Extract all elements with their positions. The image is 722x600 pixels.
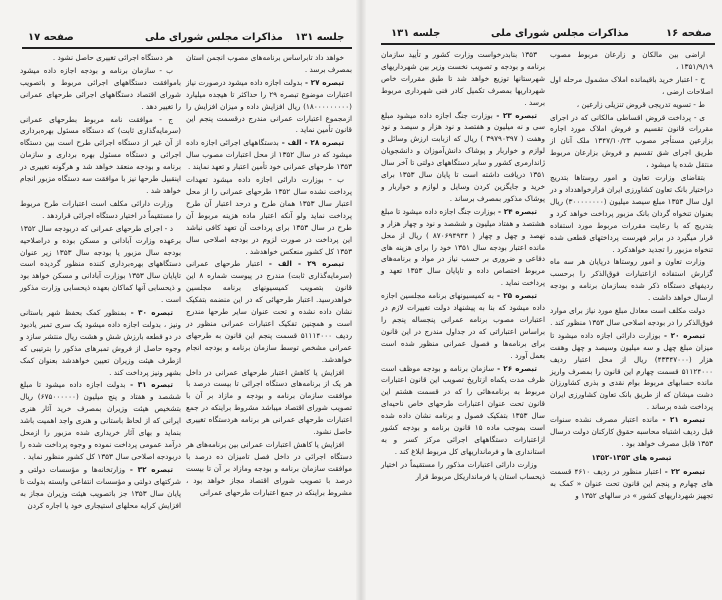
paragraph-text: د - اجرای طرحهای عمرانی که دربودجه سال ۱۳۵۲ برعهده وزارت آبادانی و مسکن بوده و دراصلاحیه بودجه سال مزبور یا بودجه سال ۱۳۵۳ زیر عنوان دستگاههای بهره‌برداری کننده منظور گردیده است تاپایان سال ۱۳۵۳ بوزارت آبادانی و مسکن خواهد بود و ذیحسابی آنها کماکان بعهده ذیحسابی وزارت مذکور است . [20,223,182,305]
header-rule [22,47,352,49]
header-rule [381,43,715,45]
paragraph [550,172,713,255]
right-page [361,0,722,600]
note-heading: تبصره ۲۴ - [495,206,538,216]
paragraph-text: دولت مکلف است معادل مبلغ مورد نیاز برای موارد فوق‌الذکر را در بودجه اصلاحی سال ۱۳۵۳ منظور کند . [550,306,713,327]
note-paragraph [550,414,713,450]
paragraph [186,174,352,257]
paragraph-text: خواهد داد تابراساس برنامه‌های مصوب انجمن استان بمصرف برسد . [186,53,352,74]
paragraph [550,99,713,111]
paragraph-text: بدولت اجازه داده میشود تا مبلغ ششصد و هفتاد و پنج میلیون (۶۷۵۰۰۰۰۰۰) ریال بتشخیص هیئت وزیران بمصرف خرید آثار هنری ایرانی که از لحاظ باستانی و هنری واجد اهمیت باشد بنماید و بهای آثار خریداری شده مزبور را ازمحل درآمد عمومی پرداخت نموده و وجوه پرداخت شده را دربودجه اصلاحی سال ۱۳۵۳ کل کشور منظور نماید . [20,380,181,461]
paragraph [20,65,181,113]
note-heading: تبصره ۳۲ - [125,464,173,474]
paragraph-text: وزارت دارائی مکلف است اعتبارات طرح مربوط را مستقیماً در اختیار دستگاه اجرائی قراردهد . [20,198,181,220]
paragraph [550,256,713,304]
paragraph-text: سازمان برنامه و بودجه موظف است ظرف مدت یکماه ازتاریخ تصویب این قانون اعتبارات مربوط به برنامه‌هائی را که در قسمت هشتم این قانون تحت عنوان اعتبارات طرحهای خاص ناحیه‌ای سال ۱۳۵۳ بتفکیک فصول و برنامه نشان داده شده است بموجب ماده ۱۵ قانون برنامه و بودجه کشور ازاعتبارات دستگاههای اجرائی مرکز کسر و به استانداری ها و فرمانداریهای کل مربوط ابلاغ کند . [381,363,546,456]
paragraph [550,305,713,329]
session-number: جلسه ۱۳۱ [295,32,345,43]
paragraph [20,114,181,197]
page-number: صفحه ۱۷ [28,32,74,43]
paragraph-text: ی - پرداخت قروض اقساطی مالکانی که در اجرای مقررات قانون تقسیم و فروش املاک مورد اجاره بزارعین مستأجر مصوب ۱۳۴۷/۱۰/۲۳ ملک آنان از طریق اجرای شق تقسیم و فروش بزارعان مربوط منتقل شده یا میشود ، [550,112,713,170]
paragraph-text: اعتبار طرحهای عمرانی (سرمایه‌گذاری ثابت) مندرج در پیوست شماره ۸ این قانون بتصویب کمیسیونهای برنامه مجلسین خواهدرسید. اعتبار طرحهائی که در این منضمه بتفکیک نشان داده نشده و تحت عنوان سایر طرحها مندرج است و همچنین تفکیک اعتبارات عمرانی منظور در ردیف ۵۱۱۱۴۰۰۰ قسمت پنجم این قانون به طرحهای عمرانی مشخص توسط سازمان برنامه و بودجه انجام خواهدشد. [186,259,352,364]
paragraph-text: بوزارت دارائی اجازه داده میشود تا میزان مبلغ چهل و سه میلیون وسیصد و چهل وهفت هزار (۴۳۳۴۷۰۰۰) ریال از محل اعتبار ردیف ۵۱۱۲۴۰۰۰ قسمت چهارم این قانون را بمصرف واریز مانده حسابهای مربوط بوام نقدی و بذری کشاورزان دشت میشان که از طریق بانک تعاون کشاورزی ایران پرداخت شده برساند . [550,330,714,412]
paragraph-text: ط - تسویه تدریجی قروض تنزیلی زارعین ، [576,99,705,109]
paragraph-text: ۱۳۵۳ بنابدرخواست وزارت کشور و تأیید سازمان برنامه و بودجه و تصویب نخست وزیر بین شهرداریهای شهرستانها توزیع خواهد شد تا طبق مقررات خاص شهرداریها بمصرف تکمیل کادر فنی شهرداری مربوط برسد . [381,50,545,107]
paragraph-text: بمنظور کمک بحفظ شهر باستانی ونیز ، بدولت اجازه داده میشود یک سری تمبر یادبود در دو قطعه بارزش شش و هشت ریال منتشر سازد و وجوه حاصل از فروش تمبرهای مذکور را بترتیبی که ازطرف هیئت وزیران تعیین خواهدشد بعنوان کمک بشهر ونیز پرداخت کند . [20,308,181,377]
text-column-left [20,52,181,512]
note-paragraph [20,464,181,512]
note-paragraph [381,110,545,205]
paragraph-text: وزارت دارائی اعتبارات مذکور را مستقیماً در اختیار ذیحساب استان یا فرمانداریکل مربوط قرار [381,459,545,481]
note-heading: تبصره ۲۵ - [493,291,538,301]
text-column-right [550,49,713,503]
paragraph [186,52,352,76]
paragraph-text: وزارت تعاون و امور روستاها درپایان هر سه ماه گزارش استفاده ازاعتبارات فوق‌الذکر را برحسب ردیفهای دستگاه ذکر شده بسازمان برنامه و بودجه ارسال خواهد داشت . [550,257,713,303]
paragraph [550,74,713,98]
paragraph-text: بوزارت جنگ اجازه داده میشود مبلغ سی و نه میلیون و هفتصد و نود هزار و سیصد و نود وهفت ( ۳۹۷۹۰۳۹۷ ) ریال که ازبابت ارزش وسائل و لوازم و خواربار و پوشاک دانش‌آموزان و دانشجویان ژاندارمری کشور و سایر دستگاههای دولتی تا آخر سال ۱۳۵۱ دریافت داشته است تا پایان سال ۱۳۵۳ برای خرید و جایگزین کردن وسایل و لوازم و خواربار و پوشاک مذکور بمصرف برساند . [381,110,545,203]
book-gutter [356,0,366,600]
paragraph-text: اعتبار منظور در ردیف ۴۶۱۰ قسمت های چهارم و پنجم این قانون تحت عنوان « کمک به تجهیز شهرداریهای کشور » در سالهای ۱۳۵۲ و [550,466,713,500]
note-paragraph [381,290,545,361]
note-heading: تبصره ۲۷ - [302,77,345,87]
note-paragraph [186,77,352,137]
page-number: صفحه ۱۶ [666,28,712,39]
page-header [361,28,722,42]
note-paragraph [20,379,181,462]
paragraph [381,459,545,483]
paragraph [186,367,352,438]
note-heading: تبصره ۳۰ - [126,308,174,318]
paragraph [20,52,181,64]
paragraph-text: به کمیسیونهای برنامه مجلسین اجازه داده میشود که بنا به پیشنهاد دولت تغییرات لازم در اعتبارات مصوب برنامه عمرانی پنجساله پنجم را براساس اعتباراتی که در جداول مندرج در این قانون برای برنامه‌ها و فصول عمرانی منظور شده است بعمل آورد . [381,291,545,360]
paragraph [20,198,181,222]
note-heading: تبصره ۲۶ - [494,363,537,373]
note-paragraph [381,206,545,289]
paragraph [381,49,545,109]
note-heading: تبصره ۳۱ - [125,380,174,390]
paragraph-text: بوزارت جنگ اجازه داده میشود تا مبلغ هشتصد و هفتاد میلیون و ششصد و نود و چهار هزار و نهصد و چهل و چهار ( ۸۷۰۶۹۴۹۴۴ ) ریال از محل مانده اعتبار بودجه سال ۱۳۵۱ خود را برای هزینه های دفاعی و ضروری بر حسب نیاز در مواد و برنامه‌های مربوط اختصاص داده و تاپایان سال ۱۳۵۳ تعهد و پرداخت نماید . [381,206,545,288]
paragraph-text: افزایش یا کاهش اعتبار طرحهای عمرانی در داخل هر یک از برنامه‌های دستگاه اجرائی تا بیست درصد با موافقت سازمان برنامه و بودجه و مازاد بر آن با تصویب شورای اقتصاد میباشد مشروط براینکه در جمع اعتبارات طرحهای عمرانی هر برنامه هردستگاه تغییری حاصل نشود. [186,367,352,437]
note-heading: تبصره ۲۹ - الف - [262,259,345,269]
note-heading: تبصره ۲۱ - [658,415,706,425]
note-heading: تبصره ۲۲ - [661,466,706,476]
note-paragraph [381,363,545,458]
paragraph-text: بدولت اجازه داده میشود درصورت نیاز اعتبارات موضوع تبصره ۲۹ را حداکثر تا هیجده میلیارد (۱۸۰۰۰۰۰۰۰۰۰) ریال افزایش داده و میزان افزایش را ازمجموع اعتبارات عمرانی مندرج درقسمت پنجم این قانون تأمین نماید . [186,77,352,135]
note-paragraph [550,466,713,502]
paragraph-text: ب - بوزارت دارائی اجازه داده میشود تعهدات پرداخت نشده سال ۱۳۵۲ طرحهای عمرانی را از محل اعتبار سال ۱۳۵۳ همان طرح و درحد اعتبار آن طرح پرداخت نماید ولو آنکه اعتبار ماده هزینه مربوط آن طرح در سال ۱۳۵۳ برای پرداخت آن تعهد کافی نباشد این پرداخت در صورت لزوم در بودجه اصلاحی سال ۱۳۵۳ کل کشور منعکس خواهدشد . [186,175,353,256]
paragraph [186,439,352,499]
publication-title: مذاکرات مجلس شورای ملی [491,28,629,39]
note-paragraph [186,137,352,173]
paragraph-text: بدستگاههای اجرائی اجازه داده میشود که در سال ۱۳۵۲ از محل اعتبارات مصوب سال ۱۳۵۳ طرحهای عمرانی خود تأمین اعتبار و تعهد نمایند . [186,138,352,172]
page-header [0,32,361,46]
note-paragraph [186,258,352,365]
paragraph-text: ب - سازمان برنامه و بودجه اجازه داده میشود باموافقت دستگاههای اجرائی مربوط و باتصویب شورای اقتصاد دستگاههای اجرائی طرحهای عمرانی را تغییر دهد . [20,65,181,111]
note-heading: تبصره ۲۸ - الف - [278,138,345,148]
session-number: جلسه ۱۳۱ [391,28,441,39]
paragraph [20,223,181,306]
paragraph-text: اراضی بین مالکان و زارعان مربوط مصوب ۱۳۵۱/۹/۱۹ ، [550,50,713,71]
paragraph-text: ج - موافقت نامه مربوط بطرحهای عمرانی (سرمایه‌گذاری ثابت) که دستگاه مسئول بهره‌برداری از آن غیر از دستگاه اجرائی طرح است بین دستگاه اجرائی و دستگاه مسئول بهره برداری و سازمان برنامه و بودجه منعقد خواهد شد و هرگونه تغییری در اینقبیل طرحها نیز با موافقت سه دستگاه مزبور انجام خواهد شد . [20,114,181,195]
note-heading: تبصره ۲۰ - [660,330,706,340]
paragraph [550,49,713,73]
text-column-left [381,49,545,484]
paragraph-text: هر دستگاه اجرائی تغییری حاصل نشود . [52,53,173,62]
note-paragraph [550,330,713,413]
paragraph [550,112,713,172]
paragraph-text: افزایش یا کاهش اعتبارات عمرانی بین برنامه‌های هر دستگاه اجرائی در داخل فصل تامیزان ده درصد با موافقت سازمان برنامه و بودجه ومازاد بر آن تا بیست درصد با تصویب شورای اقتصاد مجاز خواهد بود ، مشروط براینکه در جمع اعتبارات طرحهای عمرانی [186,440,352,497]
paragraph-text: بتقاضای وزارت تعاون و امور روستاها بتدریج دراختیار بانک تعاون کشاورزی ایران قرارخواهدداد و در اول سال ۱۳۵۳ مبلغ سیصد میلیون (۳۰۰۰۰۰۰۰۰) ریال بعنوان تنخواه گردان بانک مزبور پرداخت خواهد کرد و بتدریج که با رعایت مقررات مربوط مورد استفاده قرار میگیرد در برابر فهرست پرداختهای قطعی شده تنخواه مزبور را تجدید خواهدکرد . [549,173,713,254]
publication-title: مذاکرات مجلس شورای ملی [145,32,283,43]
paragraph-text: وزارتخانه‌ها و مؤسسات دولتی و شرکتهای دولتی و مؤسسات انتفاعی وابسته بدولت تا پایان سال ۱۳۵۳ جز باتصویب هیئت وزیران مجاز به افزایش کرایه محلهای استیجاری خود یا اجاره کردن [20,464,181,510]
paragraph-text: مانده اعتبار مصرف نشده سنوات قبل ردیف اشتباه محاسبه حقوق کارکنان دولت درسال ۱۳۵۳ قابل مصرف خواهد بود . [550,415,713,448]
paragraph-text: ح - اعتبار خرید باقیمانده املاک مشمول مرحله اول اصلاحات ارضی ، [550,74,713,96]
note-paragraph [20,307,181,378]
note-heading: تبصره ۲۳ - [492,110,538,120]
text-column-right [186,52,352,500]
section-heading: تبصره های ۱۳۵۳-۱۳۵۲ [591,452,672,462]
